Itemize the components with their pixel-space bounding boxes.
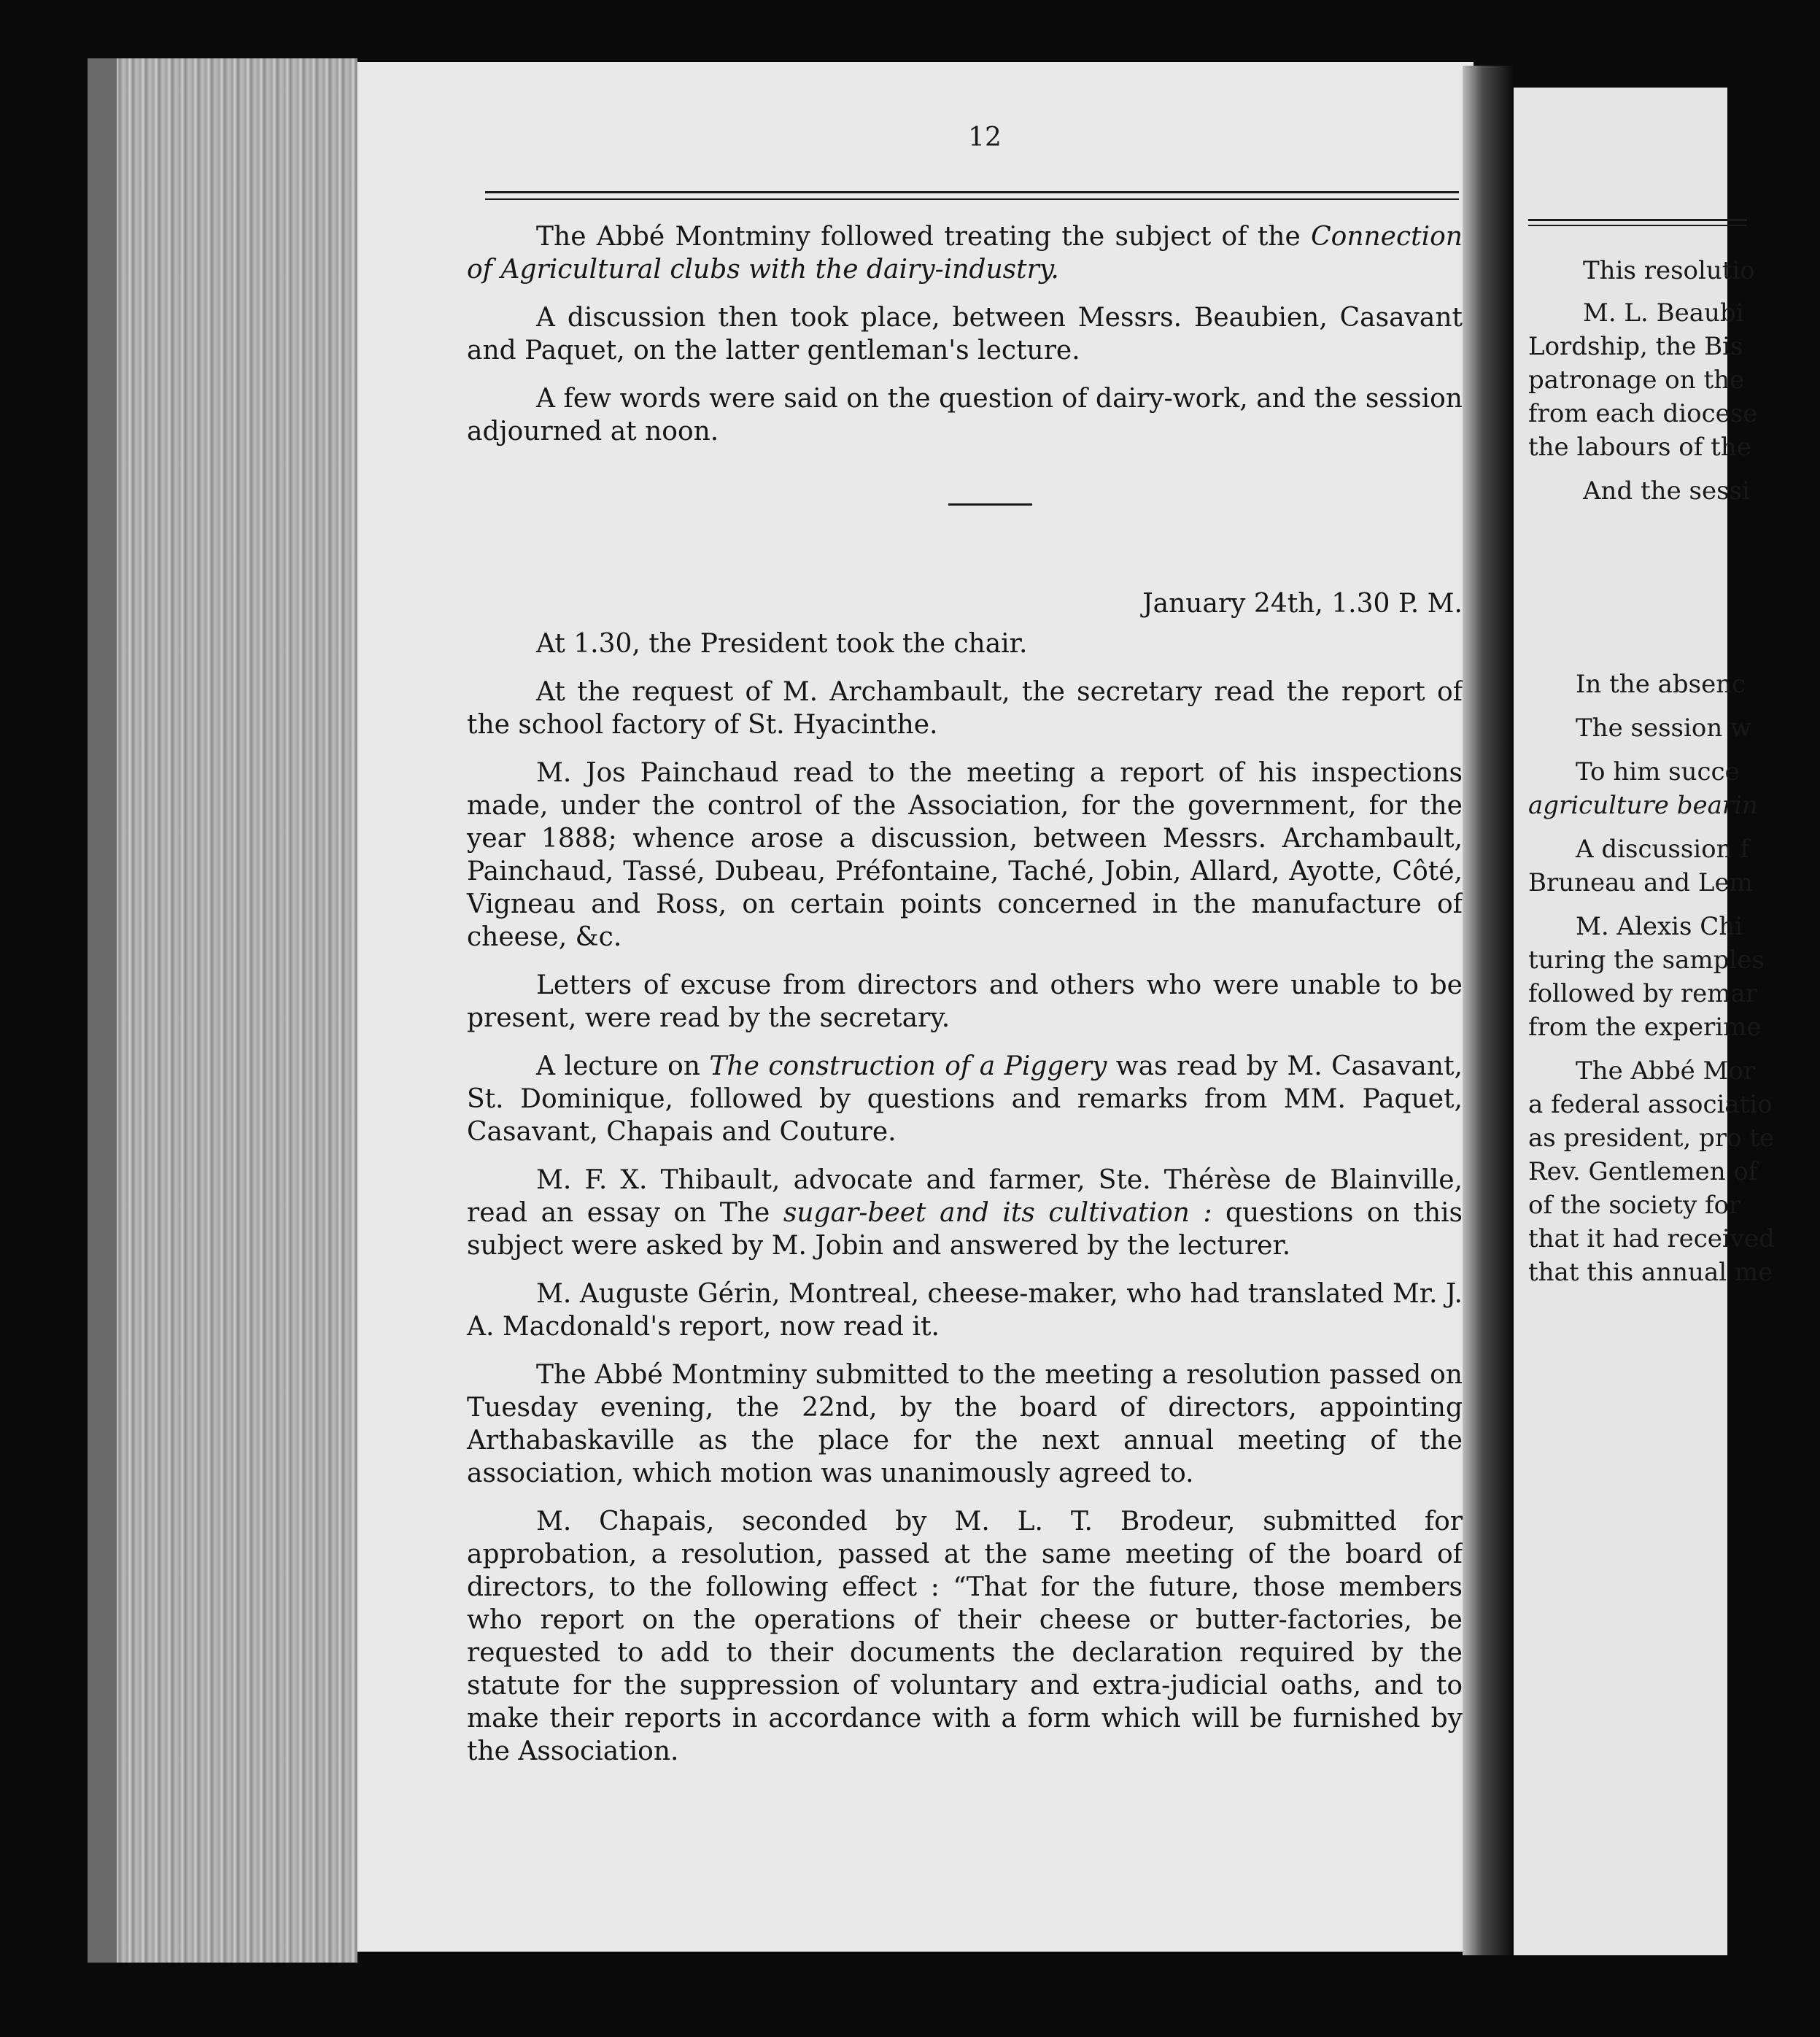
- text-fragment: followed by remar: [1528, 979, 1757, 1008]
- text-fragment: patronage on the: [1528, 366, 1745, 395]
- text-fragment: from the experime: [1528, 1013, 1762, 1042]
- text-fragment: of the society for: [1528, 1191, 1741, 1220]
- paragraph: A few words were said on the question of dairy-work, and the session adjourned at noon.: [467, 384, 1463, 447]
- page-number: 12: [968, 123, 1002, 152]
- paragraph: The Abbé Montminy submitted to the meeting a resolution passed on Tuesday evening, the 22nd, by the board of directors, appointing Arthabaskaville as the place for the next annual meeting of the association, which motion was unanimously agreed to.: [467, 1360, 1463, 1488]
- page-text-column: [467, 220, 1463, 1783]
- text-fragment: To him succe: [1576, 757, 1740, 786]
- text-fragment: turing the samples: [1528, 946, 1765, 975]
- paragraph: M. Chapais, seconded by M. L. T. Brodeur, submitted for approbation, a resolution, passed at the same meeting of the board of directors, to the following effect : “That for the future, those members who report on the operations of their cheese or butter-factories, be requested to add to their documents the declaration required by the statute for the suppression of voluntary and extra-judicial oaths, and to make their reports in accordance with a form which will be furnished by the Association.: [467, 1507, 1463, 1766]
- text-fragment: The Abbé Mor: [1576, 1056, 1756, 1086]
- paragraph: M. F. X. Thibault, advocate and farmer, Ste. Thérèse de Blainville, read an essay on The sugar-beet and its cultivation : questions on this subject were asked by M. Jobin and answered by the lecturer.: [467, 1165, 1463, 1261]
- text-fragment: And the sessi: [1583, 476, 1750, 506]
- paragraph: M. Jos Painchaud read to the meeting a report of his inspections made, under the control of the Association, for the government, for the year 1888; whence arose a discussion, between Messrs. Archambault, Painchaud, Tassé, Dubeau, Préfontaine, Taché, Jobin, Allard, Ayotte, Côté, Vigneau and Ross, on certain points concerned in the manufacture of cheese, &c.: [467, 758, 1463, 952]
- text-fragment: This resolutio: [1583, 256, 1755, 285]
- text-fragment: that it had received: [1528, 1224, 1775, 1253]
- text-fragment: The session w: [1576, 714, 1752, 743]
- text-fragment: that this annual me: [1528, 1258, 1773, 1287]
- paragraph: Letters of excuse from directors and others who were unable to be present, were read by the secretary.: [467, 970, 1463, 1033]
- paragraph: M. Auguste Gérin, Montreal, cheese-maker, who had translated Mr. J. A. Macdonald's report, now read it.: [467, 1279, 1463, 1342]
- paragraph: A discussion then took place, between Messrs. Beaubien, Casavant and Paquet, on the latter gentleman's lecture.: [467, 303, 1463, 366]
- text-fragment: the labours of the: [1528, 433, 1751, 462]
- text-fragment: A discussion f: [1576, 835, 1749, 864]
- text-fragment: M. L. Beaubi: [1583, 298, 1744, 328]
- text-fragment: agriculture bearin: [1528, 791, 1758, 820]
- session-dateline: January 24th, 1.30 P. M.: [1142, 589, 1463, 619]
- paragraph: At the request of M. Archambault, the secretary read the report of the school factory of St. Hyacinthe.: [467, 677, 1463, 740]
- right-page-partial: [1514, 88, 1775, 1955]
- book-edge-shadow: [88, 58, 117, 1963]
- section-divider: [948, 503, 1032, 506]
- paragraph: At 1.30, the President took the chair.: [536, 629, 1028, 659]
- text-fragment: as president, pro te: [1528, 1124, 1775, 1153]
- text-fragment: a federal associatio: [1528, 1090, 1773, 1119]
- text-fragment: from each diocese: [1528, 399, 1758, 428]
- book-gutter: [1463, 66, 1514, 1955]
- text-fragment: Bruneau and Lem: [1528, 868, 1753, 897]
- text-fragment: In the absenc: [1576, 670, 1746, 699]
- paragraph: The Abbé Montminy followed treating the subject of the Connection of Agricultural clubs with the dairy-industry.: [467, 222, 1463, 285]
- right-header-rule-bottom: [1528, 225, 1747, 226]
- right-header-rule: [1528, 219, 1747, 221]
- header-rule-bottom: [485, 198, 1459, 200]
- book-page-edges: [88, 58, 357, 1963]
- header-rule-top: [485, 191, 1459, 193]
- text-fragment: Lordship, the Bis: [1528, 332, 1743, 361]
- paragraph: A lecture on The construction of a Piggery was read by M. Casavant, St. Dominique, followed by questions and remarks from MM. Paquet, Casavant, Chapais and Couture.: [467, 1051, 1463, 1147]
- text-fragment: Rev. Gentlemen of: [1528, 1157, 1758, 1186]
- text-fragment: M. Alexis Chi: [1576, 912, 1743, 941]
